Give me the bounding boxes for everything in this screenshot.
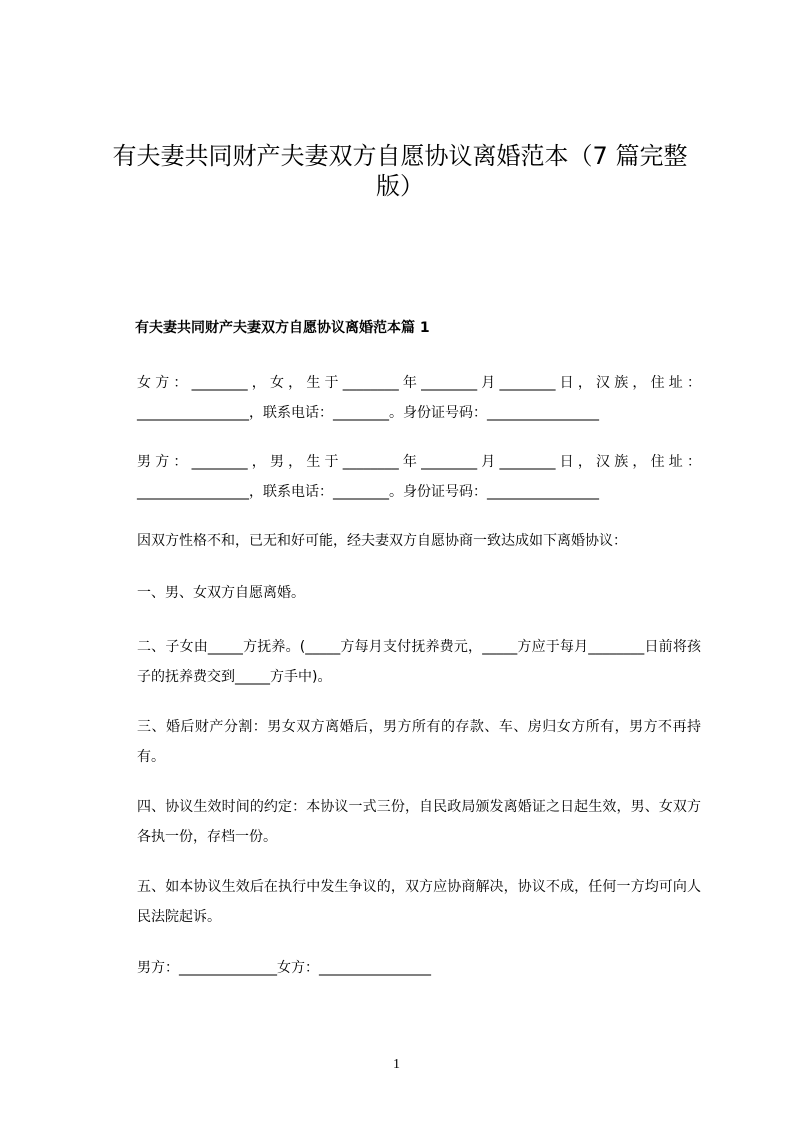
signature-line [103,953,701,983]
clause-1 [103,578,701,608]
paragraph-text: 五、如本协议生效后在执行中发生争议的，双方应协商解决，协议不成，任何一方均可向人民法院起诉。 [137,879,701,925]
paragraph-text: 二、子女由_____方抚养。(_____方每月支付抚养费元，_____方应于每月________日前将孩子的抚养费交到_____方手中)。 [137,639,701,685]
document-title: 有夫妻共同财产夫妻双方自愿协议离婚范本（7 篇完整版） [112,142,688,200]
intro-paragraph [103,526,701,556]
paragraph-text: 四、协议生效时间的约定：本协议一式三份，自民政局颁发离婚证之日起生效，男、女双方各执一份，存档一份。 [137,799,701,845]
clause-5 [103,872,701,932]
paragraph-text: 女方：________，女，生于________年________月________日，汉族，住址：________________，联系电话：________。身份证号码：________________ [137,375,701,421]
page-number: 1 [393,1057,400,1072]
paragraph-text: 因双方性格不和，已无和好可能，经夫妻双方自愿协商一致达成如下离婚协议： [137,533,627,549]
paragraph-text: 三、婚后财产分割：男女双方离婚后，男方所有的存款、车、房归女方所有，男方不再持有。 [137,719,701,765]
paragraph-text: 男方：________，男，生于________年________月________日，汉族，住址：________________，联系电话：________。身份证号码：________________ [137,454,701,500]
clause-4 [103,792,701,852]
section-heading: 有夫妻共同财产夫妻双方自愿协议离婚范本篇 1 [135,320,430,336]
clause-3 [103,712,701,772]
party-male-paragraph [103,447,701,507]
party-female-paragraph [103,368,701,428]
paragraph-text: 一、男、女双方自愿离婚。 [137,585,305,601]
clause-2 [103,632,701,692]
paragraph-text: 男方：______________女方：________________ [137,960,431,976]
